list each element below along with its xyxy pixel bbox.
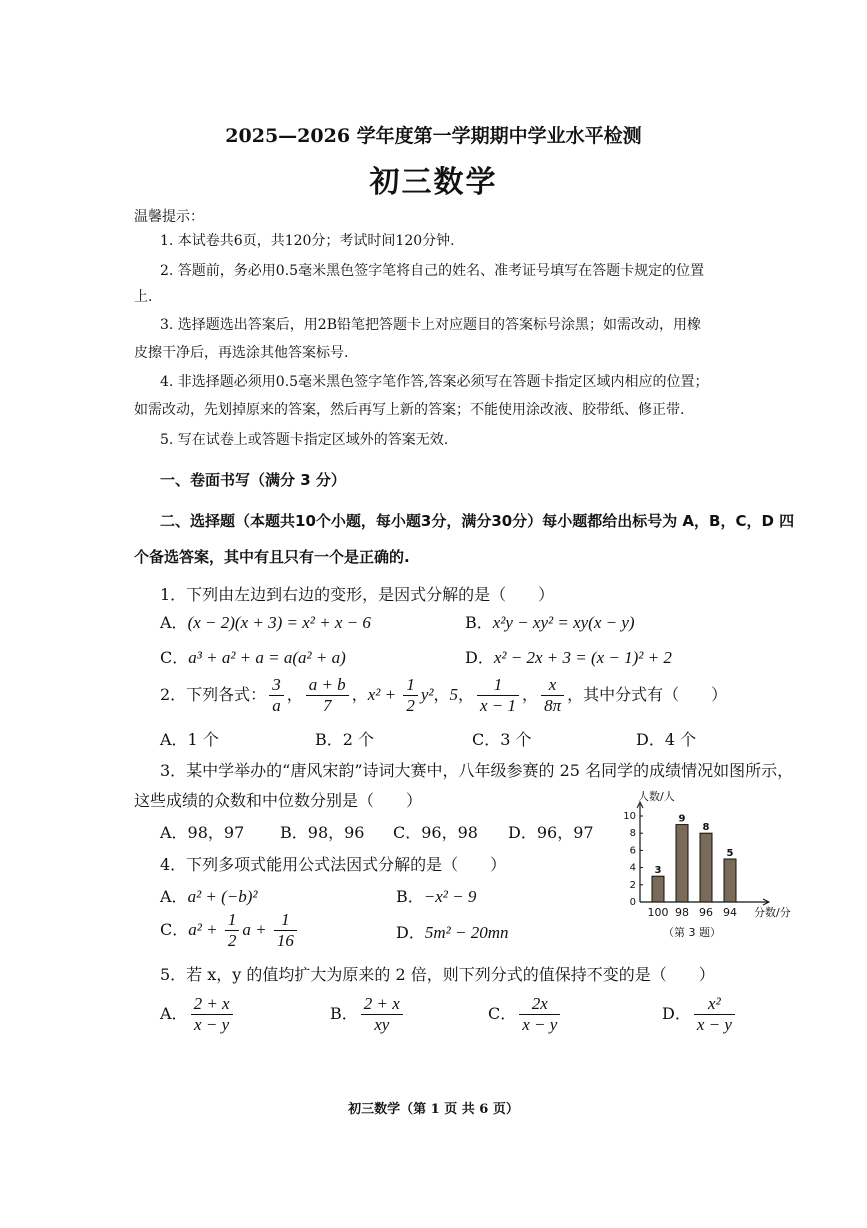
option-letter: B． bbox=[396, 887, 424, 906]
y-tick-label: 10 bbox=[623, 811, 636, 822]
q4-c-fraction-1: $\frac{1}{2}$ bbox=[225, 910, 240, 951]
x-tick-label: 98 bbox=[675, 906, 689, 919]
tip-4: 4. 非选择题必须用0.5毫米黑色签字笔作答,答案必须写在答题卡指定区域内相应的位置； bbox=[160, 374, 709, 390]
x-tick-label: 96 bbox=[699, 906, 713, 919]
option-letter: D． bbox=[662, 1004, 691, 1023]
q3-option-d: D．96，97 bbox=[508, 823, 594, 842]
y-tick-label: 0 bbox=[629, 897, 636, 908]
bar-96 bbox=[700, 833, 712, 902]
bar-100 bbox=[652, 876, 664, 902]
option-letter: B． bbox=[330, 1004, 358, 1023]
q1-a-expr: (x − 2)(x + 3) = x² + x − 6 bbox=[187, 613, 371, 632]
tip-2: 2. 答题前，务必用0.5毫米黑色签字笔将自己的姓名、准考证号填写在答题卡规定的位置 bbox=[160, 263, 705, 279]
chart-caption: （第 3 题） bbox=[663, 926, 721, 939]
tip-1: 1. 本试卷共6页，共120分；考试时间120分钟. bbox=[160, 233, 455, 249]
q2-fraction-3: $\frac{1}{2}$ bbox=[403, 675, 418, 716]
q1-option-d bbox=[465, 645, 672, 668]
subject-title: 初三数学 bbox=[369, 165, 498, 200]
q3-stem: 3．某中学举办的“唐风宋韵”诗词大赛中，八年级参赛的 25 名同学的成绩情况如图所示， bbox=[160, 761, 794, 780]
option-letter: A． bbox=[160, 1004, 188, 1023]
bar-98 bbox=[676, 825, 688, 902]
bar-value-label: 5 bbox=[726, 848, 734, 859]
q5-option-d bbox=[662, 992, 738, 1036]
bar-value-label: 8 bbox=[702, 822, 710, 834]
bar-value-label: 9 bbox=[678, 813, 686, 825]
exam-title: 2025—2026 学年度第一学期期中学业水平检测 bbox=[225, 125, 642, 147]
bar-value-label: 3 bbox=[654, 865, 662, 877]
tips-heading: 温馨提示： bbox=[134, 209, 204, 225]
q2-expr-4: 5 bbox=[449, 685, 458, 704]
option-letter: D． bbox=[465, 648, 494, 667]
q3-bar-chart bbox=[612, 790, 792, 950]
q2-stem: 2．下列各式： $\frac{3}{a}$ ， $\frac{a + b}{7}$ ，x² + $\frac{1}{2}$ y²，5， $\frac{1}{x - 1}$ ， $\frac{x}{8\pi}$ ，其中分式有（ ） bbox=[160, 675, 728, 715]
q4-option-a bbox=[160, 884, 258, 907]
q4-c-fraction-2: $\frac{1}{16}$ bbox=[274, 910, 297, 951]
x-axis-label: 分数/分 bbox=[754, 906, 791, 919]
tip-4-cont: 如需改动，先划掉原来的答案，然后再写上新的答案；不能使用涂改液、胶带纸、修正带. bbox=[134, 402, 685, 418]
q4-stem: 4．下列多项式能用公式法因式分解的是（ ） bbox=[160, 855, 507, 874]
section-1-heading: 一、卷面书写（满分 3 分） bbox=[160, 471, 346, 489]
q4-option-c: C．a² + $\frac{1}{2}$ a + $\frac{1}{16}$ bbox=[160, 908, 300, 952]
option-letter: B． bbox=[465, 613, 493, 632]
chart-bars bbox=[652, 825, 736, 902]
q2-option-d: D．4 个 bbox=[636, 730, 697, 749]
q2-expr-3b: y² bbox=[420, 685, 434, 704]
tip-5: 5. 写在试卷上或答题卡指定区域外的答案无效. bbox=[160, 432, 449, 448]
q3-option-b: B．98，96 bbox=[280, 823, 365, 842]
q2-stem-prefix: 2．下列各式： bbox=[160, 685, 267, 704]
q1-b-expr: x²y − xy² = xy(x − y) bbox=[492, 613, 635, 632]
y-axis-label: 人数/人 bbox=[638, 790, 675, 803]
option-letter: C． bbox=[488, 1004, 517, 1023]
q4-option-d bbox=[396, 920, 508, 943]
q2-fraction-1: $\frac{3}{a}$ bbox=[269, 675, 284, 716]
option-letter: D． bbox=[396, 923, 425, 942]
q1-d-expr: x² − 2x + 3 = (x − 1)² + 2 bbox=[493, 648, 672, 667]
section-2-heading: 二、选择题（本题共10个小题，每小题3分，满分30分）每小题都给出标号为 A，B，C，D 四 bbox=[160, 512, 795, 530]
y-tick-label: 4 bbox=[629, 862, 636, 874]
q2-expr-3a: x² + bbox=[367, 685, 401, 704]
q1-option-c bbox=[160, 645, 346, 668]
q3-option-a: A．98，97 bbox=[160, 823, 245, 842]
option-letter: C． bbox=[160, 648, 189, 667]
q4-a-expr: a² + (−b)² bbox=[187, 887, 258, 906]
q2-option-c: C．3 个 bbox=[472, 730, 532, 749]
option-letter: A． bbox=[160, 887, 188, 906]
q4-b-expr: −x² − 9 bbox=[423, 887, 477, 906]
q5-b-fraction: $\frac{2 + x}{xy}$ bbox=[361, 994, 403, 1035]
q4-option-b bbox=[396, 884, 476, 907]
q5-stem: 5．若 x，y 的值均扩大为原来的 2 倍，则下列分式的值保持不变的是（ ） bbox=[160, 965, 715, 984]
q3-stem-cont: 这些成绩的众数和中位数分别是（ ） bbox=[134, 791, 423, 810]
q2-fraction-6: $\frac{x}{8\pi}$ bbox=[541, 675, 564, 716]
x-tick-label: 100 bbox=[647, 906, 669, 919]
q4-d-expr: 5m² − 20mn bbox=[424, 923, 509, 942]
q5-option-a bbox=[160, 992, 236, 1036]
q1-stem: 1．下列由左边到右边的变形，是因式分解的是（ ） bbox=[160, 585, 555, 604]
q5-option-b bbox=[330, 992, 406, 1036]
q2-option-b: B．2 个 bbox=[315, 730, 375, 749]
q5-option-c bbox=[488, 992, 563, 1036]
tip-2-cont: 上. bbox=[134, 289, 153, 305]
q5-a-fraction: $\frac{2 + x}{x - y}$ bbox=[191, 994, 233, 1035]
bar-94 bbox=[724, 859, 736, 902]
x-tick-label: 94 bbox=[723, 906, 737, 919]
q1-option-a bbox=[160, 610, 371, 633]
q2-stem-suffix: ，其中分式有（ ） bbox=[567, 685, 728, 704]
q1-option-b bbox=[465, 610, 635, 633]
option-letter: C． bbox=[160, 920, 189, 939]
y-tick-label: 8 bbox=[629, 828, 636, 840]
y-tick-label: 6 bbox=[629, 845, 636, 857]
option-letter: A． bbox=[160, 613, 188, 632]
y-tick-label: 2 bbox=[629, 879, 636, 891]
q3-option-c: C．96，98 bbox=[393, 823, 478, 842]
tip-3-cont: 皮擦干净后，再选涂其他答案标号. bbox=[134, 345, 349, 361]
section-2-heading-cont: 个备选答案，其中有且只有一个是正确的. bbox=[134, 548, 410, 566]
tip-3: 3. 选择题选出答案后，用2B铅笔把答题卡上对应题目的答案标号涂黑；如需改动，用橡 bbox=[160, 317, 702, 333]
q5-d-fraction: $\frac{\text{x²}}{x - y}$ bbox=[694, 994, 735, 1035]
q1-c-expr: a³ + a² + a = a(a² + a) bbox=[188, 648, 346, 667]
q2-option-a: A．1 个 bbox=[160, 730, 219, 749]
q5-c-fraction: $\frac{2x}{x - y}$ bbox=[519, 994, 560, 1035]
page-footer: 初三数学（第 1 页 共 6 页） bbox=[348, 1102, 519, 1117]
q2-fraction-5: $\frac{1}{x - 1}$ bbox=[477, 675, 519, 716]
q2-fraction-2: $\frac{a + b}{7}$ bbox=[306, 675, 349, 716]
